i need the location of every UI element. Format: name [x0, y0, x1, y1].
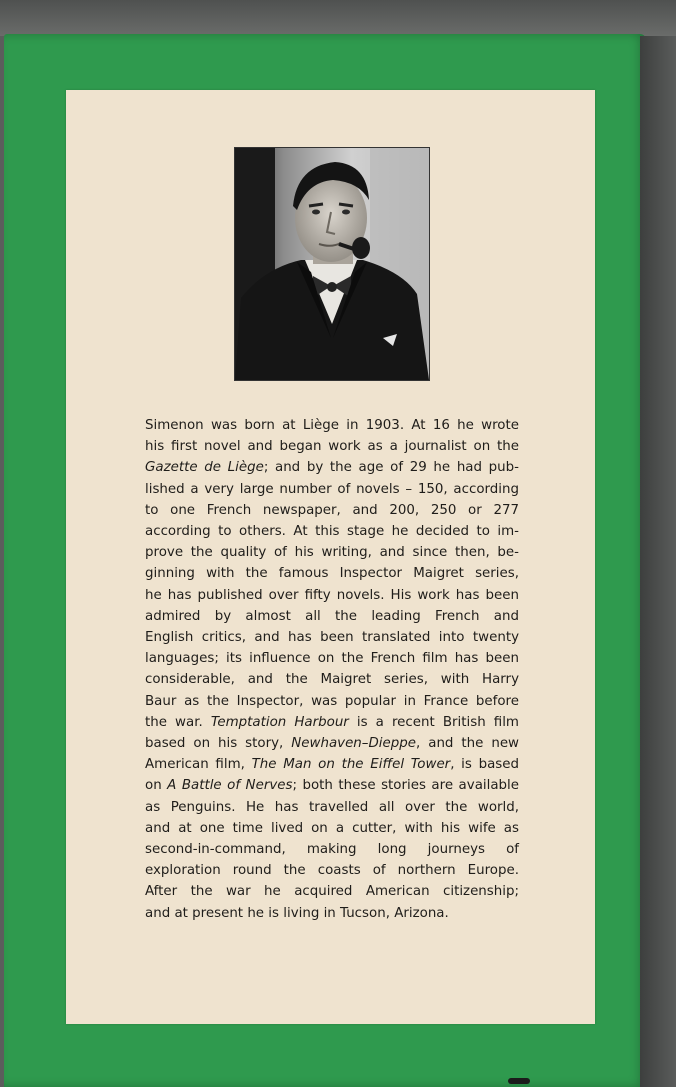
title-newhaven-dieppe: Newhaven–Dieppe — [291, 736, 417, 752]
bio-line: prove the quality of his writing, and since then, be- — [145, 545, 519, 561]
bio-line: as Penguins. He has travelled all over the world, — [145, 799, 519, 815]
bio-line: his first novel and began work as a journalist on the — [145, 439, 519, 455]
author-portrait-icon — [235, 148, 429, 380]
author-portrait-photo — [234, 147, 430, 381]
title-gazette-de-liege: Gazette de Liège — [145, 460, 264, 476]
bio-line: according to others. At this stage he decided to im- — [145, 524, 519, 540]
bio-line: American film, The Man on the Eiffel Tower, is based — [145, 757, 519, 773]
bio-line: Simenon was born at Liège in 1903. At 16 he wrote — [145, 418, 519, 433]
bio-line: ginning with the famous Inspector Maigret series, — [145, 566, 519, 582]
background-top-band — [0, 0, 676, 36]
bio-line: admired by almost all the leading French and — [145, 608, 519, 624]
author-biography — [145, 415, 519, 924]
bio-line: and at one time lived on a cutter, with his wife as — [145, 820, 519, 836]
bio-line: Gazette de Liège; and by the age of 29 he had pub- — [145, 460, 519, 476]
bio-line: exploration round the coasts of northern Europe. — [145, 863, 519, 879]
title-temptation-harbour: Temptation Harbour — [210, 714, 349, 730]
bio-line: After the war he acquired American citizenship; — [145, 884, 519, 900]
bio-line: considerable, and the Maigret series, with Harry — [145, 672, 519, 688]
bio-line: languages; its influence on the French film has been — [145, 651, 519, 667]
bio-line: and at present he is living in Tucson, Arizona. — [145, 905, 449, 921]
bio-line: on A Battle of Nerves; both these stories are available — [145, 778, 520, 794]
print-speck — [508, 1078, 530, 1084]
bio-line: second-in-command, making long journeys of — [145, 842, 519, 858]
bio-line: he has published over fifty novels. His work has been — [145, 587, 519, 603]
bio-line: to one French newspaper, and 200, 250 or 277 — [145, 502, 519, 518]
bio-line: lished a very large number of novels – 150, according — [145, 481, 519, 497]
bio-line: Baur as the Inspector, was popular in France before — [145, 693, 519, 709]
title-a-battle-of-nerves: A Battle of Nerves — [167, 778, 293, 794]
background-right-edge — [640, 36, 676, 1087]
bio-line: the war. Temptation Harbour is a recent British film — [145, 714, 519, 730]
title-man-on-the-eiffel-tower: The Man on the Eiffel Tower — [251, 757, 451, 773]
bio-line: based on his story, Newhaven–Dieppe, and the new — [145, 736, 520, 752]
bio-line: English critics, and has been translated into twenty — [145, 630, 519, 646]
